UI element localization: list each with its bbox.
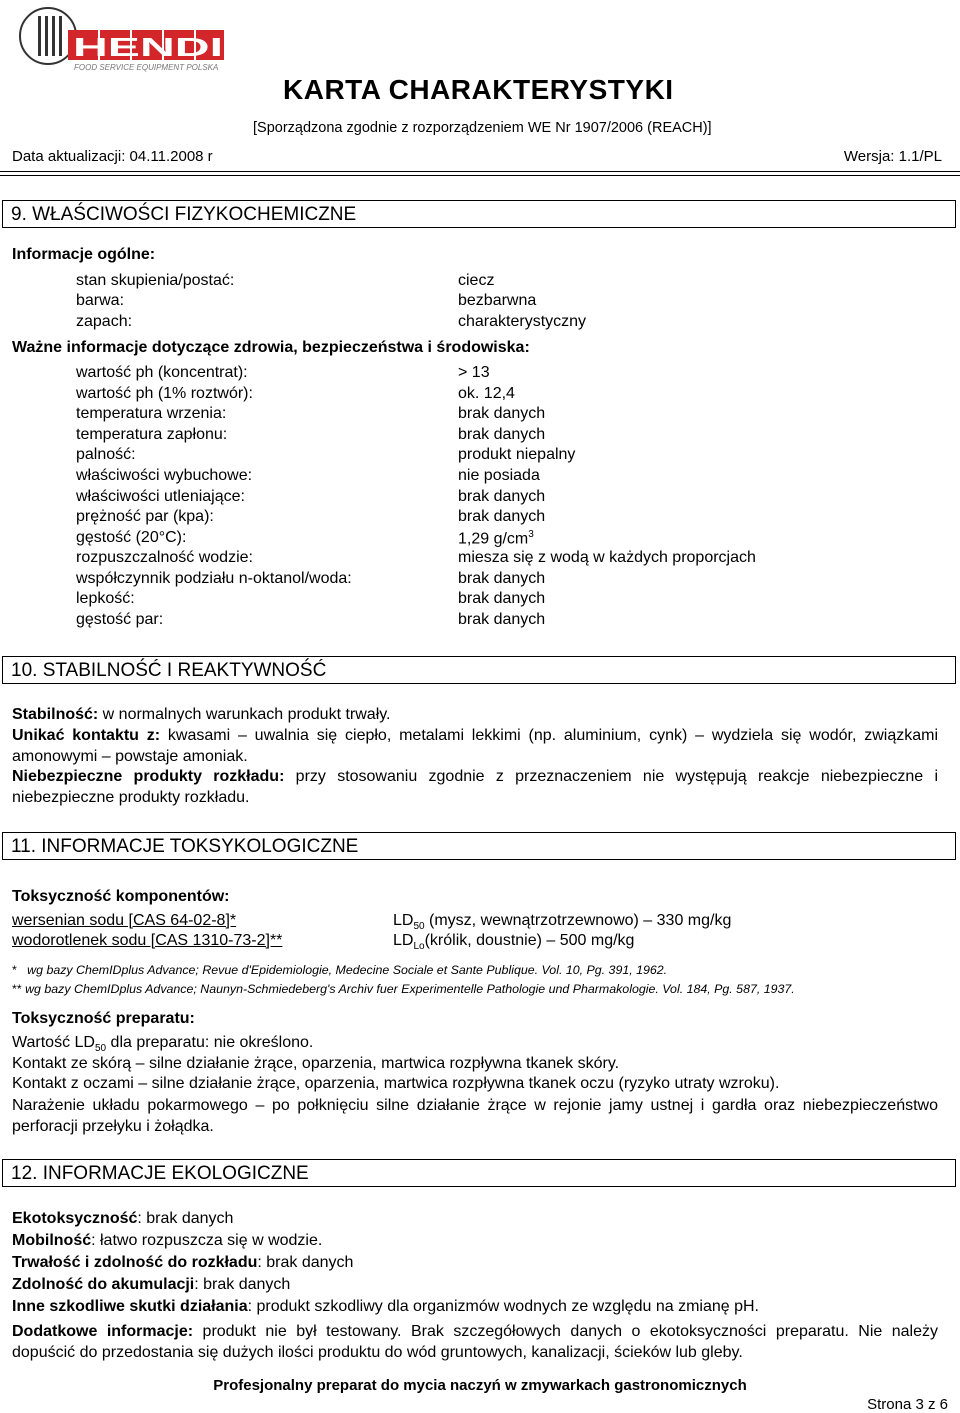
prop-name: właściwości utleniające: <box>76 488 245 505</box>
document-title: KARTA CHARAKTERYSTYKI <box>283 74 674 105</box>
prop-value: ok. 12,4 <box>458 385 515 402</box>
prop-value: brak danych <box>458 488 546 505</box>
prop-value: brak danych <box>458 405 546 422</box>
footnote-text: wg bazy ChemIDplus Advance; Revue d'Epidemiologie, Medecine Sociale et Sante Publique. Vol. 10, Pg. 391, 1962. <box>27 963 668 977</box>
density-exponent: 3 <box>528 529 534 540</box>
prop-name: gęstość par: <box>76 611 164 628</box>
document-subtitle: [Sporządzona zgodnie z rozporządzeniem WE Nr 1907/2006 (REACH)] <box>253 120 712 136</box>
section-12-title: 12. INFORMACJE EKOLOGICZNE <box>2 1159 956 1187</box>
prop-value: brak danych <box>458 590 546 607</box>
ld-subscript: Lo <box>413 941 425 953</box>
prep-ld-subscript: 50 <box>94 1043 107 1055</box>
degradability-text: : brak danych <box>257 1254 354 1271</box>
footnote-text: wg bazy ChemIDplus Advance; Naunyn-Schmiedeberg's Archiv fuer Experimentelle Pathologie und Pharmakologie. Vol. 184, Pg. 587, 1937. <box>25 982 795 996</box>
prop-value: brak danych <box>458 426 546 443</box>
additional-info-text: produkt nie był testowany. Brak szczegółowych danych o ekotoksyczności preparatu. Nie należy dopuścić do przedostania się dużych ilości produktu do wód gruntowych, kanalizacji, ścieków lub gleby. <box>12 1323 939 1361</box>
stability-text: w normalnych warunkach produkt trwały. <box>98 706 391 723</box>
prop-value: > 13 <box>458 364 490 381</box>
other-effects-text: : produkt szkodliwy dla organizmów wodnych ze względu na zmianę pH. <box>247 1298 759 1315</box>
prop-name: wartość ph (koncentrat): <box>76 364 248 381</box>
stability-paragraph <box>12 705 938 726</box>
prop-name: gęstość (20°C): <box>76 529 187 546</box>
page-number: Strona 3 z 6 <box>867 1396 948 1413</box>
update-date: Data aktualizacji: 04.11.2008 r <box>12 148 213 165</box>
footer-product-name: Profesjonalny preparat do mycia naczyń w zmywarkach gastronomicznych <box>213 1377 747 1394</box>
accumulation-line <box>12 1276 290 1294</box>
other-effects-label: Inne szkodliwe skutki działania <box>12 1298 248 1315</box>
logo-tagline: FOOD SERVICE EQUIPMENT POLSKA <box>74 63 219 72</box>
prop-name: palność: <box>76 446 136 463</box>
preparation-toxicity-label: Toksyczność preparatu: <box>12 1010 195 1027</box>
avoid-contact-paragraph <box>12 726 938 767</box>
general-info-label: Informacje ogólne: <box>12 246 156 263</box>
ld-label: LD <box>393 912 414 929</box>
decomposition-label: Niebezpieczne produkty rozkładu: <box>12 768 285 785</box>
prop-value: brak danych <box>458 508 546 525</box>
header-rule-thick <box>0 175 960 176</box>
prop-value: bezbarwna <box>458 292 537 309</box>
ecotoxicity-text: : brak danych <box>137 1210 234 1227</box>
prop-name: rozpuszczalność wodzie: <box>76 549 253 566</box>
mobility-text: : łatwo rozpuszcza się w wodzie. <box>91 1232 323 1249</box>
component-ld <box>393 912 731 932</box>
prop-value: produkt niepalny <box>458 446 576 463</box>
section-10-title: 10. STABILNOŚĆ I REAKTYWNOŚĆ <box>2 656 956 684</box>
other-effects-line <box>12 1298 759 1316</box>
prop-name: stan skupienia/postać: <box>76 272 235 289</box>
prop-value <box>458 529 534 548</box>
hendi-logo <box>14 6 226 74</box>
prop-value: charakterystyczny <box>458 313 587 330</box>
footnote-mark: * <box>12 963 17 977</box>
ld-value: (królik, doustnie) – 500 mg/kg <box>424 932 635 949</box>
prop-name: zapach: <box>76 313 133 330</box>
ingestion-paragraph: Narażenie układu pokarmowego – po połknięciu silne działanie żrące w rejonie jamy ustnej i gardła oraz niebezpieczeństwo perforacji przełyku i żołądka. <box>12 1097 938 1135</box>
density-value: 1,29 g/cm <box>458 530 529 548</box>
mobility-line <box>12 1232 322 1250</box>
accumulation-text: : brak danych <box>194 1276 291 1293</box>
preparation-ld-line <box>12 1034 313 1054</box>
additional-info-label: Dodatkowe informacje: <box>12 1323 194 1340</box>
accumulation-label: Zdolność do akumulacji <box>12 1276 195 1293</box>
footnote-mark: ** <box>12 982 22 996</box>
ld-value: (mysz, wewnątrzotrzewnowo) – 330 mg/kg <box>424 912 732 929</box>
prop-name: właściwości wybuchowe: <box>76 467 253 484</box>
mobility-label: Mobilność <box>12 1232 92 1249</box>
prop-name: współczynnik podziału n-oktanol/woda: <box>76 570 352 587</box>
decomposition-text: przy stosowaniu zgodnie z przeznaczeniem nie występują reakcje niebezpieczne i niebezpieczne produkty rozkładu. <box>12 768 938 806</box>
component-toxicity-label: Toksyczność komponentów: <box>12 888 230 905</box>
ld-label: LD <box>393 932 414 949</box>
avoid-contact-text: kwasami – uwalnia się ciepło, metalami lekkimi (np. aluminium, cynk) – wydziela się wodór, związkami amonowymi – powstaje amoniak. <box>12 727 939 765</box>
prop-name: temperatura wrzenia: <box>76 405 227 422</box>
ecotoxicity-line <box>12 1210 233 1228</box>
section-9-title: 9. WŁAŚCIWOŚCI FIZYKOCHEMICZNE <box>2 200 956 228</box>
prop-value: brak danych <box>458 611 546 628</box>
prop-name: barwa: <box>76 292 125 309</box>
component-ld <box>393 932 634 952</box>
important-info-label: Ważne informacje dotyczące zdrowia, bezpieczeństwa i środowiska: <box>12 339 530 356</box>
avoid-contact-label: Unikać kontaktu z: <box>12 727 161 744</box>
footnote-2 <box>12 982 795 996</box>
header-rule <box>0 171 960 172</box>
prop-value: miesza się z wodą w każdych proporcjach <box>458 549 756 566</box>
decomposition-paragraph <box>12 767 938 808</box>
prop-name: wartość ph (1% roztwór): <box>76 385 253 402</box>
stability-label: Stabilność: <box>12 706 99 723</box>
prep-ld-rest: dla preparatu: nie określono. <box>106 1034 314 1051</box>
additional-info-paragraph <box>12 1322 938 1363</box>
version: Wersja: 1.1/PL <box>843 148 942 165</box>
prop-name: temperatura zapłonu: <box>76 426 228 443</box>
prop-value: nie posiada <box>458 467 540 484</box>
ld-subscript: 50 <box>413 921 425 933</box>
prep-ld-text: Wartość LD <box>12 1034 95 1051</box>
prop-name: prężność par (kpa): <box>76 508 214 525</box>
degradability-line <box>12 1254 353 1272</box>
eye-contact-line: Kontakt z oczami – silne działanie żrące, oparzenia, martwica rozpływna tkanek oczu (ryzyko utraty wzroku). <box>12 1075 780 1092</box>
component-name: wersenian sodu [CAS 64-02-8]* <box>12 912 237 929</box>
prop-value: brak danych <box>458 570 546 587</box>
ecotoxicity-label: Ekotoksyczność <box>12 1210 138 1227</box>
prop-value: ciecz <box>458 272 495 289</box>
section-11-title: 11. INFORMACJE TOKSYKOLOGICZNE <box>2 832 956 860</box>
logo-text: HENDI <box>73 32 223 62</box>
footnote-1 <box>12 963 667 977</box>
component-name: wodorotlenek sodu [CAS 1310-73-2]** <box>12 932 283 949</box>
skin-contact-line: Kontakt ze skórą – silne działanie żrące, oparzenia, martwica rozpływna tkanek skóry. <box>12 1055 620 1072</box>
degradability-label: Trwałość i zdolność do rozkładu <box>12 1254 258 1271</box>
prop-name: lepkość: <box>76 590 135 607</box>
